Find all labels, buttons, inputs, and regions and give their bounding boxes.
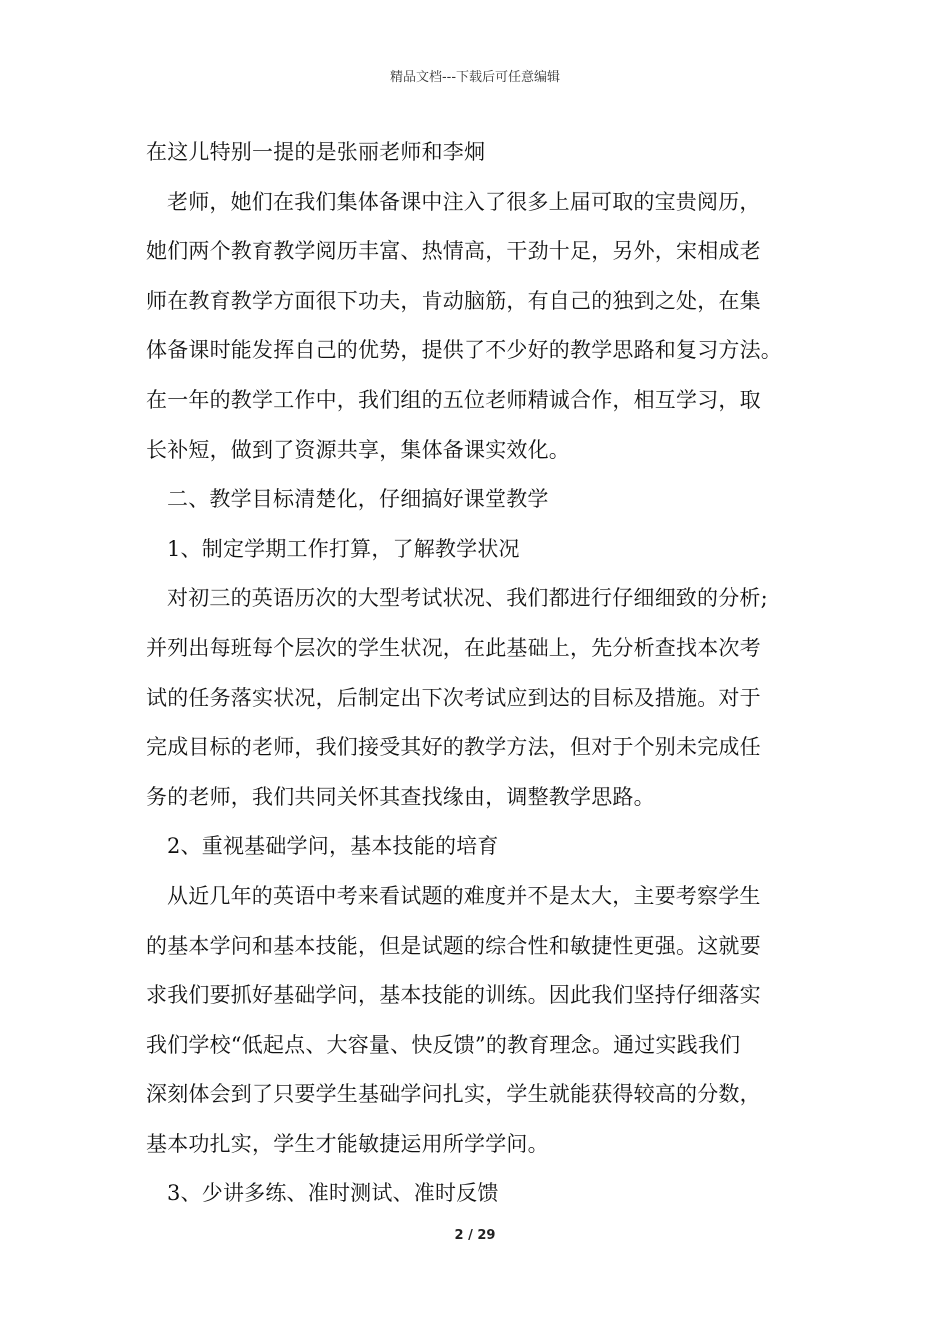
text-line: 老师，她们在我们集体备课中注入了很多上届可取的宝贵阅历，	[167, 189, 761, 214]
text-line: 长补短，做到了资源共享，集体备课实效化。	[146, 437, 570, 462]
text-line: 她们两个教育教学阅历丰富、热情高，干劲十足，另外，宋相成老	[146, 239, 761, 264]
text-line: 基本功扎实，学生才能敏捷运用所学学问。	[146, 1131, 549, 1156]
text-line: 体备课时能发挥自己的优势，提供了不少好的教学思路和复习方法。	[146, 338, 782, 363]
page-header: 精品文档---下载后可任意编辑	[389, 70, 561, 85]
subsection-heading: 2、重视基础学问，基本技能的培育	[167, 834, 499, 859]
text-line: 从近几年的英语中考来看试题的难度并不是太大，主要考察学生	[167, 883, 761, 908]
document-body	[146, 128, 826, 1219]
text-line: 的基本学问和基本技能，但是试题的综合性和敏捷性更强。这就要	[146, 933, 761, 958]
text-line: 对初三的英语历次的大型考试状况、我们都进行仔细细致的分析;	[167, 586, 768, 611]
section-heading: 二、教学目标清楚化，仔细搞好课堂教学	[167, 487, 549, 512]
text-line: 在这儿特别一提的是张丽老师和李炯	[146, 140, 486, 164]
text-line: 在一年的教学工作中，我们组的五位老师精诚合作，相互学习，取	[146, 387, 761, 412]
text-line: 务的老师，我们共同关怀其查找缘由，调整教学思路。	[146, 784, 655, 809]
subsection-heading: 1、制定学期工作打算，了解教学状况	[167, 536, 520, 561]
text-line: 深刻体会到了只要学生基础学问扎实，学生就能获得较高的分数，	[146, 1082, 761, 1107]
text-line: 并列出每班每个层次的学生状况，在此基础上，先分析查找本次考	[146, 635, 761, 660]
text-line: 师在教育教学方面很下功夫，肯动脑筋，有自己的独到之处，在集	[146, 288, 761, 313]
text-line: 完成目标的老师，我们接受其好的教学方法，但对于个别未完成任	[146, 735, 761, 760]
text-line: 我们学校“低起点、大容量、快反馈”的教育理念。通过实践我们	[146, 1032, 741, 1057]
text-line: 求我们要抓好基础学问，基本技能的训练。因此我们坚持仔细落实	[146, 983, 761, 1008]
page-number: 2 / 29	[454, 1228, 496, 1243]
subsection-heading: 3、少讲多练、准时测试、准时反馈	[167, 1181, 499, 1206]
text-line: 试的任务落实状况，后制定出下次考试应到达的目标及措施。对于	[146, 685, 761, 710]
